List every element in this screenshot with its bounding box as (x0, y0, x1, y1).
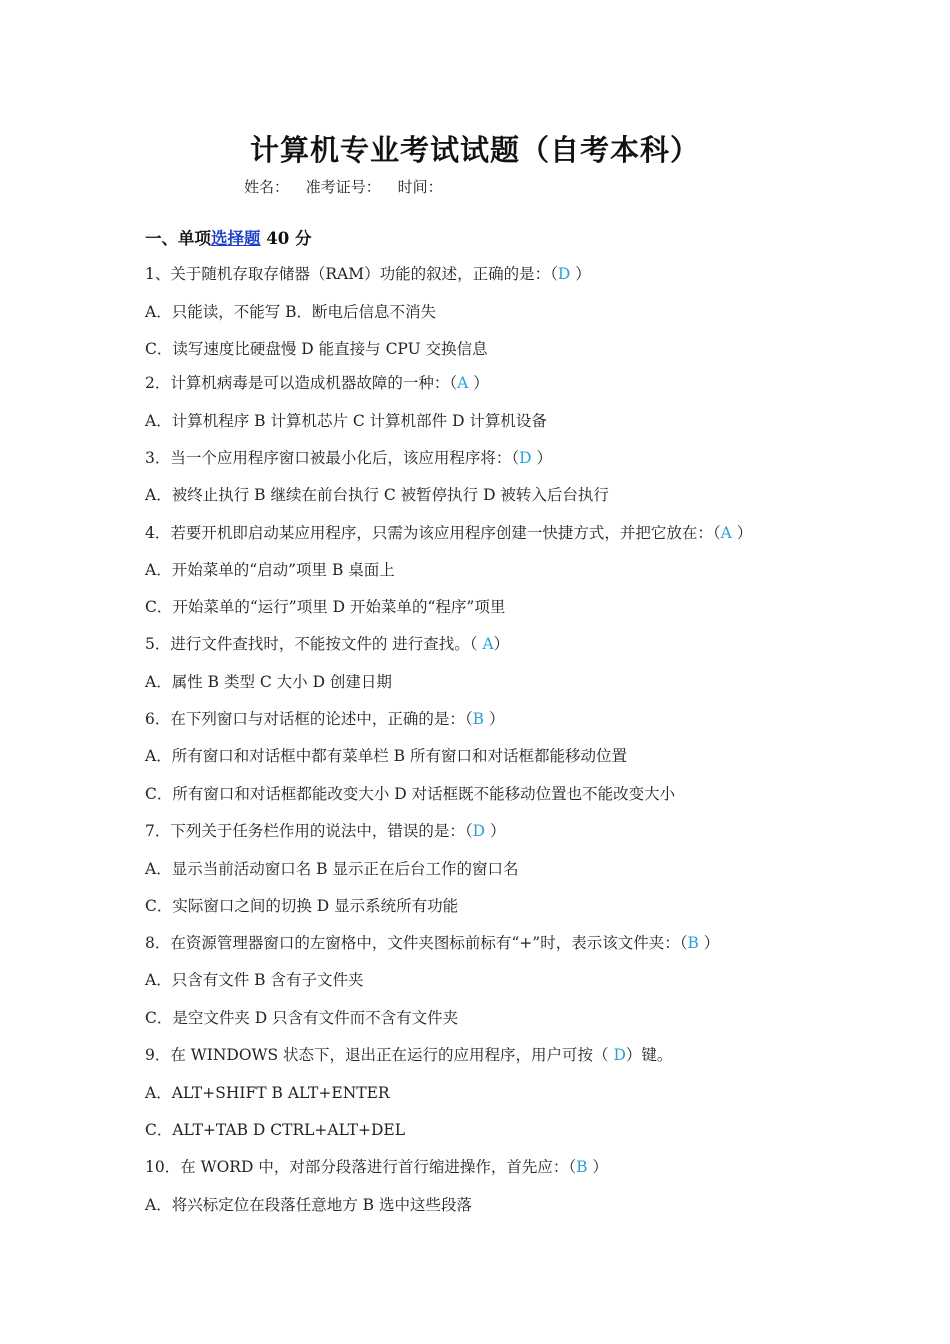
option-text: A．属性 B 类型 C 大小 D 创建日期 (145, 673, 392, 691)
question-line (145, 819, 506, 841)
question-line (145, 371, 489, 393)
option-line (145, 782, 675, 804)
option-text: C．开始菜单的“运行”项里 D 开始菜单的“程序”项里 (145, 598, 506, 616)
option-text: C．实际窗口之间的切换 D 显示系统所有功能 (145, 897, 459, 915)
question-text: 5．进行文件查找时，不能按文件的 进行查找。（ (145, 635, 483, 653)
time-label: 时间： (397, 178, 443, 196)
question-line (145, 632, 509, 654)
option-text: C．ALT+TAB D CTRL+ALT+DEL (145, 1121, 405, 1139)
exam-id-label: 准考证号： (305, 178, 381, 196)
question-line (145, 931, 719, 953)
option-line (145, 857, 518, 879)
question-text: 8．在资源管理器窗口的左窗格中，文件夹图标前标有“+”时，表示该文件夹：（ (145, 934, 688, 952)
section-prefix: 一、单项 (145, 229, 211, 248)
question-close: ） (493, 635, 510, 653)
option-line (145, 300, 436, 322)
choice-question-link[interactable]: 选择题 (211, 229, 261, 248)
option-line (145, 744, 627, 766)
question-close: ） (731, 524, 753, 542)
question-close: ） (698, 934, 720, 952)
option-line (145, 670, 392, 692)
question-close: ） (570, 265, 591, 283)
option-line (145, 595, 505, 617)
option-text: A．只能读，不能写 B．断电后信息不消失 (145, 303, 437, 321)
option-line (145, 1118, 405, 1140)
question-line (145, 262, 591, 284)
question-line (145, 1155, 608, 1177)
option-text: A．将兴标定位在段落任意地方 B 选中这些段落 (145, 1196, 472, 1214)
question-close: ） (484, 710, 505, 728)
option-text: A．显示当前活动窗口名 B 显示正在后台工作的窗口名 (145, 860, 519, 878)
option-line (145, 968, 363, 990)
exam-info-line (244, 176, 455, 197)
option-line (145, 558, 395, 580)
option-line (145, 1006, 458, 1028)
answer-letter: D (472, 822, 486, 840)
option-text: A．所有窗口和对话框中都有菜单栏 B 所有窗口和对话框都能移动位置 (145, 747, 627, 765)
section-score: 40 分 (260, 229, 312, 248)
option-text: C．所有窗口和对话框都能改变大小 D 对话框既不能移动位置也不能改变大小 (145, 785, 676, 803)
answer-letter: D (519, 449, 532, 467)
question-line (145, 1043, 672, 1065)
question-close: ） (485, 822, 506, 840)
question-line (145, 707, 504, 729)
question-line (145, 446, 552, 468)
document-title: 计算机专业考试试题（自考本科） (249, 133, 700, 167)
option-line (145, 483, 609, 505)
answer-letter: B (687, 934, 699, 952)
question-text: 2．计算机病毒是可以造成机器故障的一种：（ (145, 374, 458, 392)
answer-letter: D (557, 265, 571, 283)
answer-letter: B (472, 710, 485, 728)
option-text: A．被终止执行 B 继续在前台执行 C 被暂停执行 D 被转入后台执行 (145, 486, 609, 504)
option-text: A．开始菜单的“启动”项里 B 桌面上 (145, 561, 395, 579)
question-line (145, 521, 752, 543)
answer-letter: A (457, 374, 469, 392)
question-text: 6．在下列窗口与对话框的论述中，正确的是：（ (145, 710, 473, 728)
question-text: 10．在 WORD 中，对部分段落进行首行缩进操作，首先应：（ (145, 1158, 577, 1176)
answer-letter: B (576, 1158, 588, 1176)
answer-letter: A (482, 635, 494, 653)
option-line (145, 409, 547, 431)
option-text: C．是空文件夹 D 只含有文件而不含有文件夹 (145, 1009, 459, 1027)
question-text: 1、关于随机存取存储器（RAM）功能的叙述，正确的是：（ (145, 265, 558, 283)
name-label: 姓名： (244, 178, 290, 196)
question-close: ） (587, 1158, 608, 1176)
option-text: C．读写速度比硬盘慢 D 能直接与 CPU 交换信息 (145, 340, 488, 358)
question-text: 4．若要开机即启动某应用程序，只需为该应用程序创建一快捷方式，并把它放在：（ (145, 524, 721, 542)
answer-letter: D (613, 1046, 626, 1064)
option-text: A．计算机程序 B 计算机芯片 C 计算机部件 D 计算机设备 (145, 412, 547, 430)
question-text: 3．当一个应用程序窗口被最小化后，该应用程序将：（ (145, 449, 520, 467)
option-text: A．只含有文件 B 含有子文件夹 (145, 971, 364, 989)
question-close: ）键。 (625, 1046, 673, 1064)
option-line (145, 1081, 390, 1103)
option-line (145, 894, 458, 916)
option-line (145, 337, 488, 359)
option-text: A．ALT+SHIFT B ALT+ENTER (145, 1084, 390, 1102)
question-close: ） (531, 449, 552, 467)
question-text: 9．在 WINDOWS 状态下，退出正在运行的应用程序，用户可按（ (145, 1046, 614, 1064)
question-text: 7．下列关于任务栏作用的说法中，错误的是：（ (145, 822, 473, 840)
answer-letter: A (720, 524, 732, 542)
option-line (145, 1193, 472, 1215)
section-heading (145, 225, 311, 249)
question-close: ） (468, 374, 489, 392)
